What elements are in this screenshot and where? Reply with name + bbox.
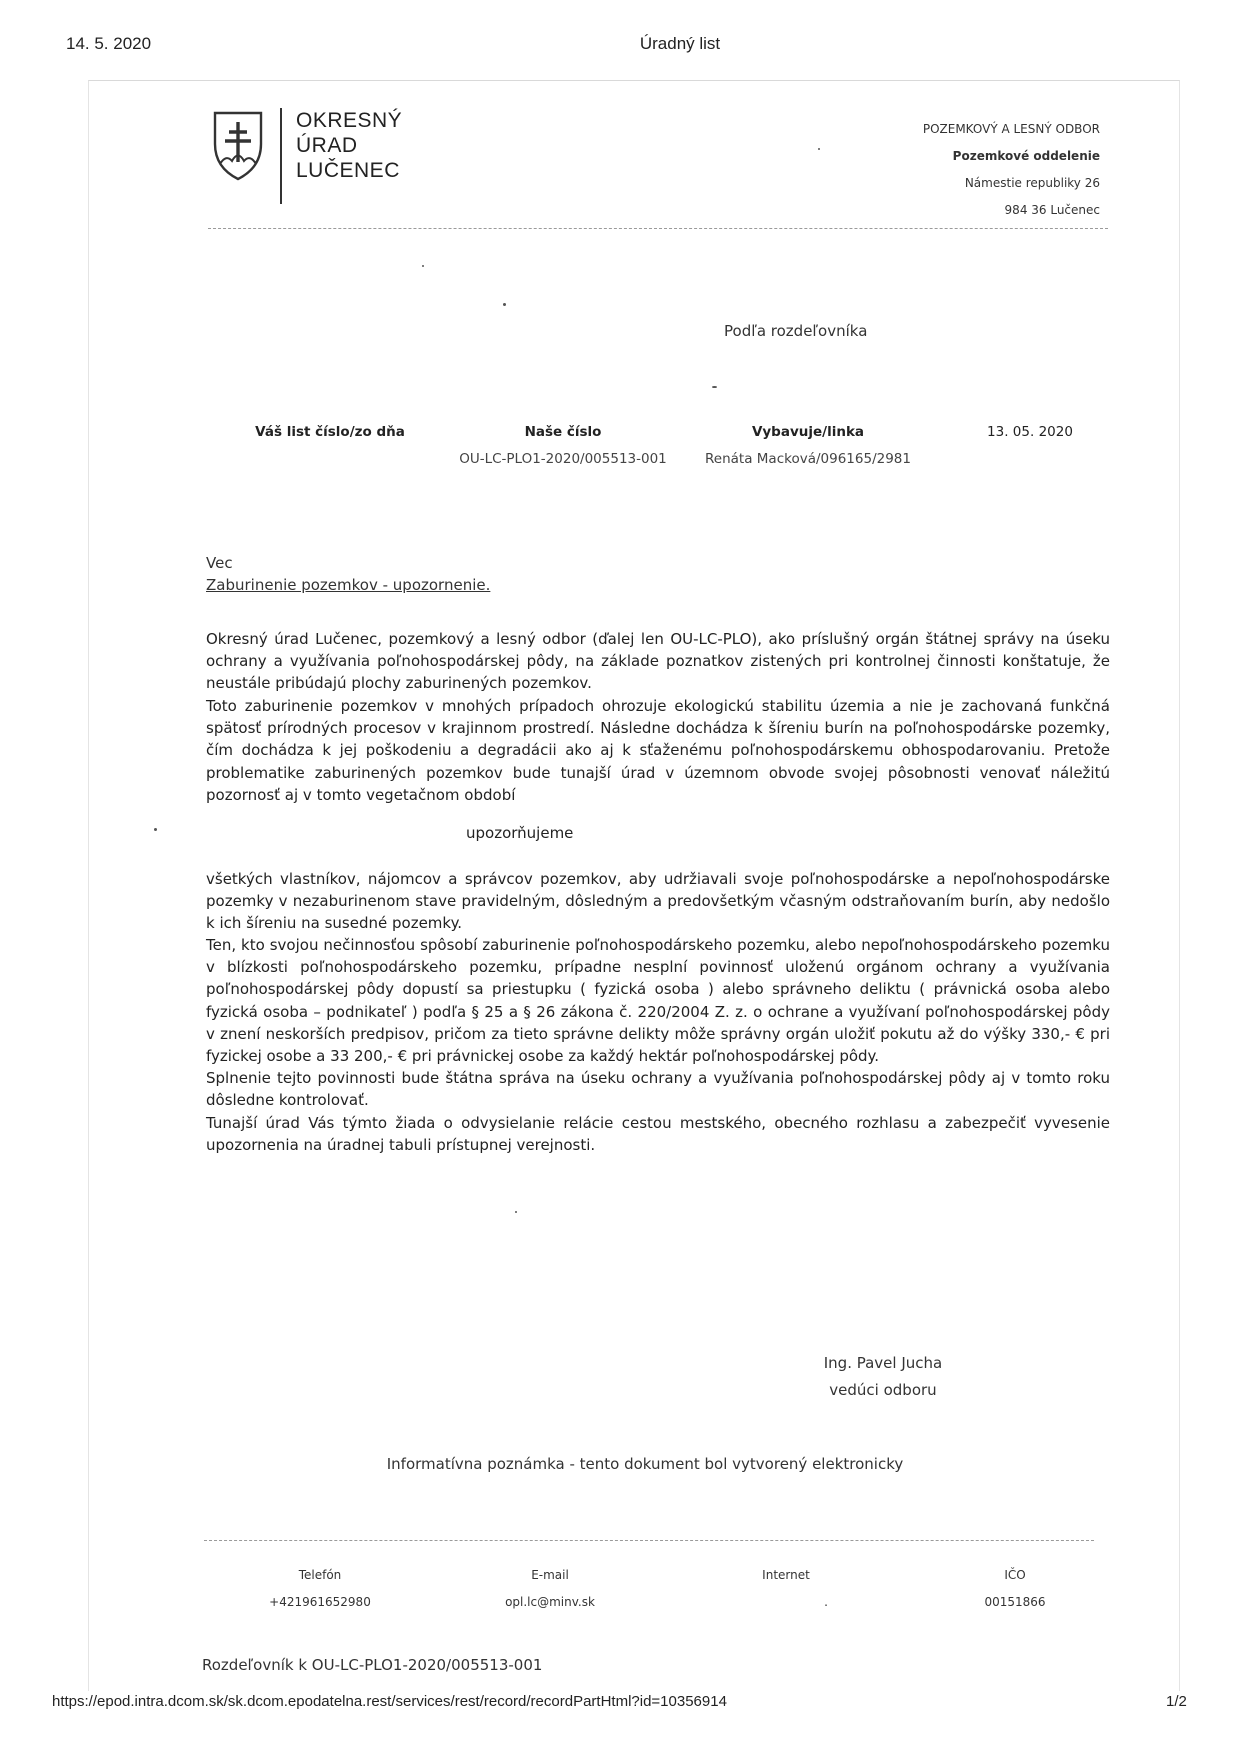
print-url[interactable]: https://epod.intra.dcom.sk/sk.dcom.epodatelna.rest/services/rest/record/recordPartHtml?id=10356914 [52, 1693, 727, 1710]
electronic-document-note: Informatívna poznámka - tento dokument bol vytvorený elektronicky [386, 1455, 904, 1473]
logo-divider [280, 108, 282, 204]
body-paragraph-1: Okresný úrad Lučenec, pozemkový a lesný odbor (ďalej len OU-LC-PLO), ako príslušný orgán štátnej správy na úseku ochrany a využívania poľnohospodárskej pôdy, na základe poznatkov zistených pri kontrolnej činnosti konštatuje, že neustále pribúdajú plochy zaburinených pozemkov. [206, 630, 1110, 693]
scan-speck [154, 828, 157, 831]
our-number: OU-LC-PLO1-2020/005513-001 [459, 451, 667, 467]
internet-label: Internet [762, 1568, 810, 1582]
signature-role: vedúci odboru [829, 1381, 937, 1399]
ico-number: 00151866 [984, 1595, 1046, 1609]
warning-heading: upozorňujeme [466, 824, 574, 842]
body-paragraph-4: Ten, kto svojou nečinnosťou spôsobí zaburinenie poľnohospodárskeho pozemku, alebo nepoľnohospodárskeho pozemku v blízkosti poľnohospodárskeho pozemku, prípadne nesplní povinnosť uloženú orgánom ochrany a využívania poľnohospodárskej pôdy dopustí sa priestupku ( fyzická osoba ) alebo správneho deliktu ( právnická osoba alebo fyzická osoba – podnikateľ ) podľa § 25 a § 26 zákona č. 220/2004 Z. z. o ochrane a využívaní poľnohospodárskej pôdy v znení neskorších predpisov, pričom za tieto správne delikty môže správny orgán uložiť pokutu až do výšky 330,- € pri fyzickej osobe a 33 200,- € pri právnickej osobe za každý hektár poľnohospodárskej pôdy. [206, 936, 1110, 1066]
subject-text: Zaburinenie pozemkov - upozornenie. [206, 576, 491, 594]
footer-rule [204, 1540, 1094, 1541]
addressee: Podľa rozdeľovníka [724, 322, 868, 340]
email-address[interactable]: opl.lc@minv.sk [505, 1595, 595, 1609]
office-name-line-2: ÚRAD [296, 134, 358, 157]
print-page-number: 1/2 [1166, 1693, 1187, 1710]
office-name [296, 108, 402, 183]
ico-label: IČO [1004, 1568, 1026, 1582]
department-name: POZEMKOVÝ A LESNÝ ODBOR [922, 122, 1100, 136]
our-number-label: Naše číslo [524, 424, 602, 440]
street-address: Námestie republiky 26 [964, 176, 1100, 190]
signature-name: Ing. Pavel Jucha [823, 1354, 943, 1372]
section-name: Pozemkové oddelenie [952, 149, 1100, 163]
body-paragraph-2: Toto zaburinenie pozemkov v mnohých prípadoch ohrozuje ekologickú stabilitu územia a nie je zachovaná funkčná spätosť prírodných procesov v krajinnom prostredí. Následne dochádza k šíreniu burín na poľnohospodárske pozemky, čím dochádza k jej poškodeniu a degradácii ako aj k sťaženému poľnohospodárskemu obhospodarovaniu. Pretože problematike zaburinených pozemkov bude tunajší úrad v územnom obvode svojej pôsobnosti venovať náležitú pozornosť aj v tomto vegetačnom období [206, 697, 1110, 804]
handled-by-label: Vybavuje/linka [751, 424, 865, 440]
handled-by: Renáta Macková/096165/2981 [705, 451, 911, 467]
body-paragraph-3: všetkých vlastníkov, nájomcov a správcov pozemkov, aby udržiavali svoje poľnohospodárske a nepoľnohospodárske pozemky v nezaburinenom stave pravidelným, dôsledným a predovšetkým včasným odstraňovaním burín, aby nedošlo k ich šíreniu na susedné pozemky. [206, 870, 1110, 933]
office-name-line-3: LUČENEC [296, 159, 400, 182]
slovak-coat-of-arms-icon [212, 110, 264, 182]
your-letter-label: Váš list číslo/zo dňa [255, 424, 405, 440]
body-paragraph-5: Splnenie tejto povinnosti bude štátna správa na úseku ochrany a využívania poľnohospodárskej pôdy aj v tomto roku dôsledne kontrolovať. [206, 1069, 1110, 1110]
print-date: 14. 5. 2020 [66, 34, 152, 53]
header-rule [208, 228, 1108, 229]
subject-label: Vec [206, 554, 233, 572]
scan-speck [712, 386, 717, 388]
phone-number: +421961652980 [269, 1595, 371, 1609]
body-paragraph-6: Tunajší úrad Vás týmto žiada o odvysielanie relácie cestou mestského, obecného rozhlasu a zabezpečiť vyvesenie upozornenia na úradnej tabuli prístupnej verejnosti. [206, 1114, 1110, 1155]
phone-label: Telefón [298, 1568, 342, 1582]
scan-speck [818, 148, 820, 150]
email-label: E-mail [531, 1568, 569, 1582]
city-address: 984 36 Lučenec [1004, 203, 1100, 217]
letter-date: 13. 05. 2020 [987, 424, 1073, 440]
office-name-line-1: OKRESNÝ [296, 109, 403, 132]
scan-speck [422, 265, 424, 267]
distribution-reference: Rozdeľovník k OU-LC-PLO1-2020/005513-001 [202, 1656, 543, 1674]
scan-speck [515, 1211, 517, 1213]
scan-speck [503, 303, 506, 306]
print-title: Úradný list [639, 34, 721, 53]
internet-address: . [824, 1595, 828, 1609]
